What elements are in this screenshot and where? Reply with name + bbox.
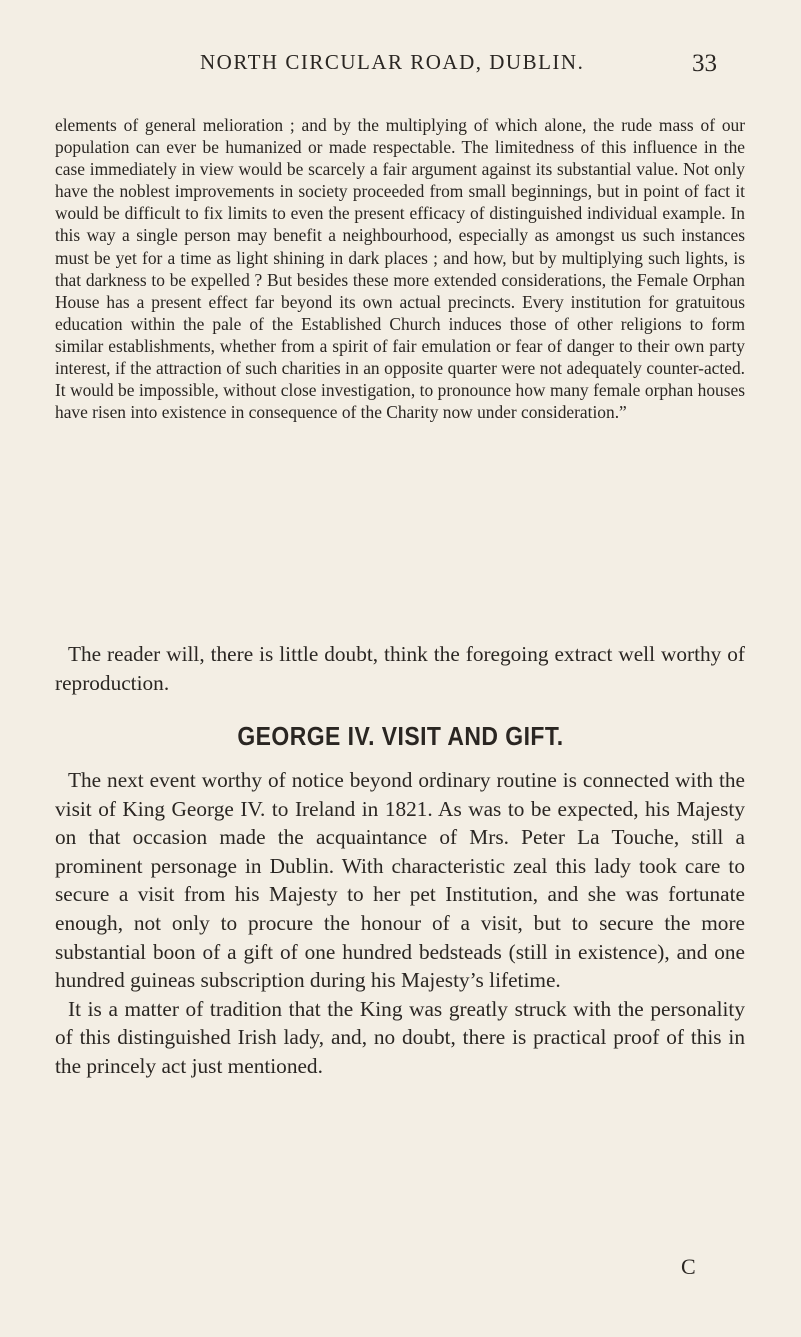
commentary: [55, 640, 745, 697]
running-title: NORTH CIRCULAR ROAD, DUBLIN.: [200, 50, 585, 74]
section-body: [55, 766, 745, 1081]
page-number: 33: [692, 50, 717, 77]
section-paragraph: The next event worthy of notice beyond ordinary routine is connected with the visit of King George IV. to Ireland in 1821. As was to be expected, his Majesty on that occasion made the acquaintance of Mrs. Peter La Touche, still a prominent personage in Dublin. With characteristic zeal this lady took care to secure a visit from his Majesty to her pet Institution, and she was fortunate enough, not only to procure the honour of a visit, but to secure the more substantial boon of a gift of one hundred bedsteads (still in existence), and one hundred guineas subscription during his Majesty’s lifetime.: [55, 768, 745, 993]
section-heading: GEORGE IV. VISIT AND GIFT.: [237, 723, 564, 751]
section-paragraph: It is a matter of tradition that the King was greatly struck with the personality of this distinguished Irish lady, and, no doubt, there is practical proof of this in the princely act just mentioned.: [55, 996, 745, 1078]
running-head: [0, 46, 801, 86]
signature-mark: C: [681, 1254, 696, 1279]
quoted-extract: [55, 114, 745, 423]
commentary-paragraph: The reader will, there is little doubt, think the foregoing extract well worthy of reproduction.: [55, 642, 745, 695]
quote-paragraph: elements of general melioration ; and by the multiplying of which alone, the rude mass of our population can ever be humanized or made respectable. The limitedness of this influence in the case immediately in view would be scarcely a fair argument against its substantial value. Not only have the noblest improvements in society proceeded from small beginnings, but in point of fact it would be difficult to fix limits to even the present efficacy of distinguished individual example. In this way a single person may benefit a neighbourhood, especially as amongst us such instances must be yet for a time as light shining in dark places ; and how, but by multiplying such lights, is that darkness to be expelled ? But besides these more extended considerations, the Female Orphan House has a present effect far beyond its own actual precincts. Every institution for gratuitous education within the pale of the Established Church induces those of other religions to form similar establishments, whether from a spirit of fair emulation or fear of danger to their own party interest, if the attraction of such charities in an opposite quarter were not adequately counter-acted. It would be impossible, without close investigation, to pronounce how many female orphan houses have risen into existence in consequence of the Charity now under consideration.”: [55, 115, 745, 423]
